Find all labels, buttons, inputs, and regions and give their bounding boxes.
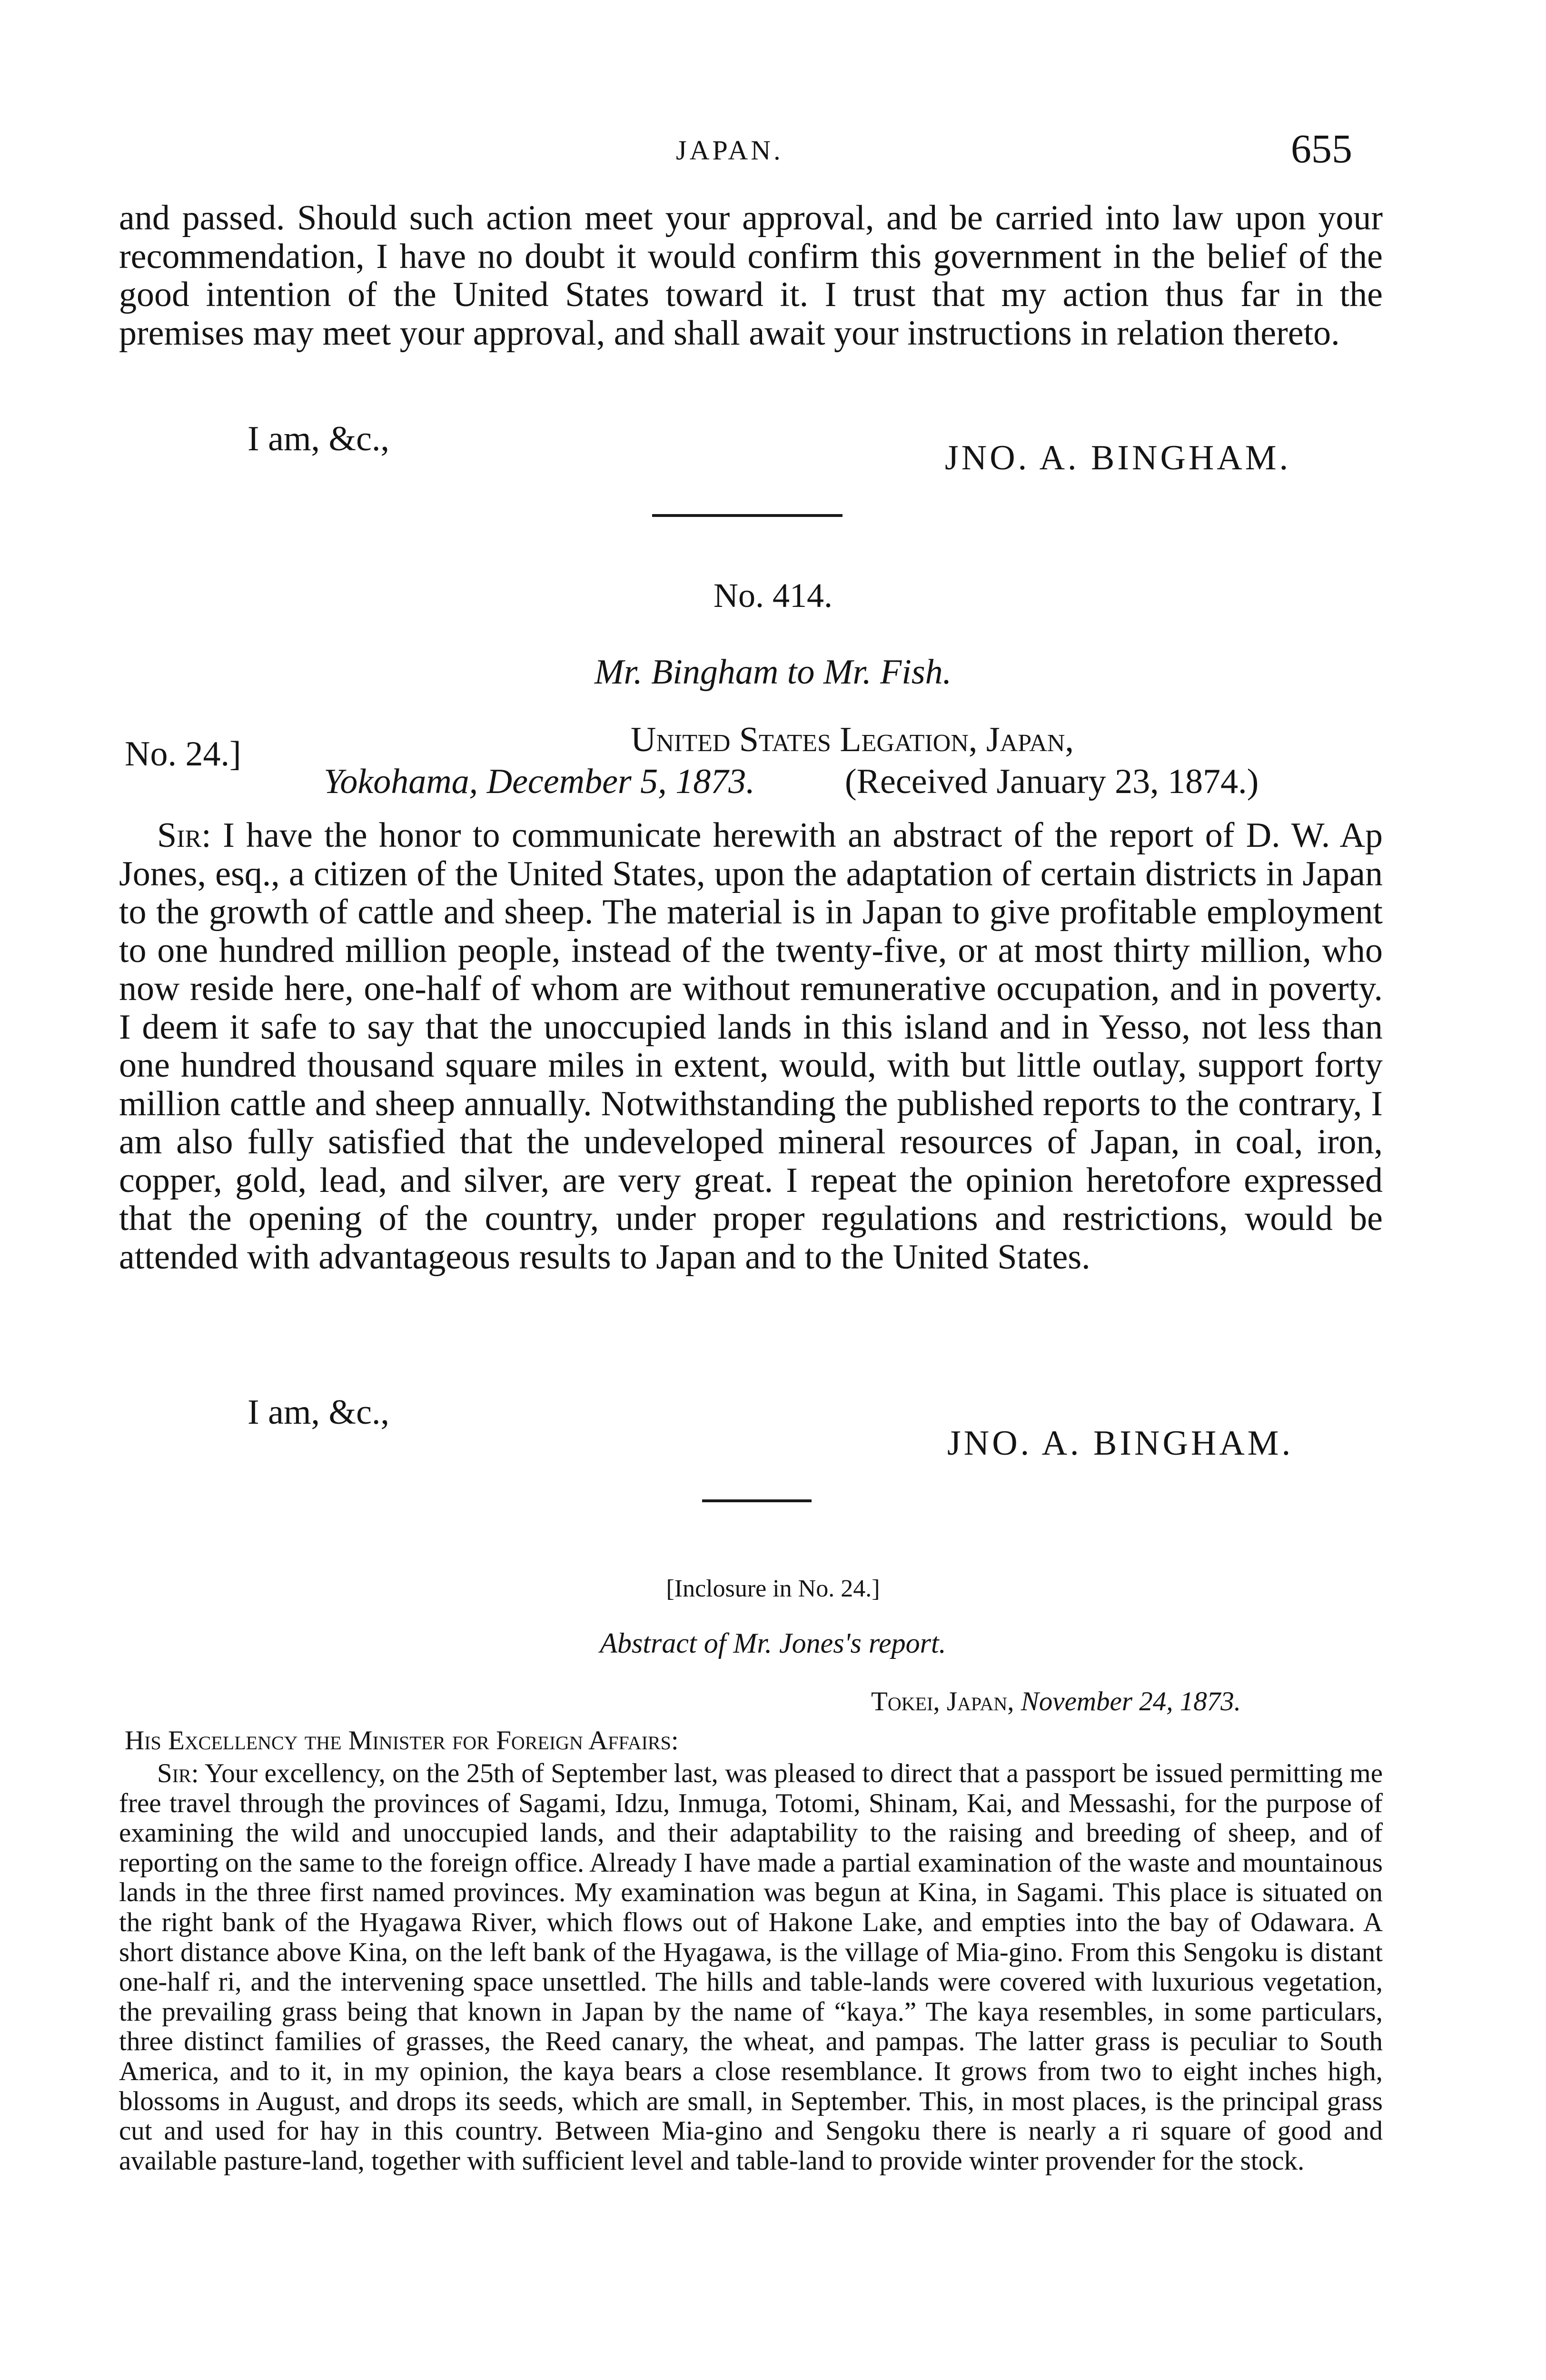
legation-heading: United States Legation, Japan, (631, 720, 1074, 759)
letter-body (119, 816, 1383, 1276)
letter-number: No. 414. (714, 576, 832, 615)
inclosure-body-text: Your excellency, on the 25th of September last, was pleased to direct that a passport be issued permitting me free travel through the provinces of Sagami, Idzu, Inmuga, Totomi, Shinam, Kai, and Messashi, for the purpose of examining the wild and unoccupied lands, and their adaptability to the raising and breeding of sheep, and of reporting on the same to the foreign office. Already I have made a partial examination of the waste and mountainous lands in the three first named provinces. My examination was begun at Kina, in Sagami. This place is situated on the right bank of the Hyagawa River, which flows out of Hakone Lake, and empties into the bay of Odawara. A short distance above Kina, on the left bank of the Hyagawa, is the village of Mia-gino. From this Sengoku is distant one-half ri, and the intervening space unsettled. The hills and table-lands were covered with luxurious vegetation, the prevailing grass being that known in Japan by the name of “kaya.” The kaya resembles, in some particulars, three distinct families of grasses, the Reed canary, the wheat, and pampas. The latter grass is peculiar to South America, and to it, in my opinion, the kaya bears a close resemblance. It grows from two to eight inches high, blossoms in August, and drops its seeds, which are small, in September. This, in most places, is the principal grass cut and used for hay in this country. Between Mia-gino and Sengoku there is nearly a ri square of good and available pasture-land, together with sufficient level and table-land to provide winter provender for the stock. (119, 1758, 1383, 2176)
running-title: JAPAN. (676, 135, 783, 166)
page-number: 655 (1291, 126, 1352, 171)
inclosure-label: [Inclosure in No. 24.] (666, 1575, 880, 1602)
section-divider (652, 514, 842, 517)
inclosure-addressee: His Excellency the Minister for Foreign Affairs: (125, 1726, 679, 1755)
inclosure-date: November 24, 1873. (1021, 1686, 1241, 1716)
letter-body-text: I have the honor to communicate herewith an abstract of the report of D. W. Ap Jones, esq., a citizen of the United States, upon the adaptation of certain districts in Japan to the growth of cattle and sheep. The material is in Japan to give profitable employment to one hundred million people, instead of the twenty-five, or at most thirty million, who now reside here, one-half of whom are without remunerative occupation, and in poverty. I deem it safe to say that the unoccupied lands in this island and in Yesso, not less than one hundred thousand square miles in extent, would, with but little outlay, support forty million cattle and sheep annually. Notwithstanding the published reports to the contrary, I am also fully satisfied that the undeveloped mineral resources of Japan, in coal, iron, copper, gold, lead, and silver, are very great. I repeat the opinion heretofore expressed that the opening of the country, under proper regulations and restrictions, would be attended with advantageous results to Japan and to the United States. (119, 816, 1383, 1277)
continuation-closing: I am, &c., (248, 419, 389, 458)
running-head (0, 125, 1546, 177)
letter-closing: I am, &c., (248, 1393, 389, 1432)
section-divider (702, 1499, 812, 1502)
inclosure-title: Abstract of Mr. Jones's report. (600, 1627, 946, 1659)
letter-salutation: Sir: (157, 816, 211, 855)
inclosure-place: Tokei, Japan, (871, 1686, 1014, 1716)
letter-title: Mr. Bingham to Mr. Fish. (594, 653, 952, 692)
letter-signature: JNO. A. BINGHAM. (947, 1424, 1294, 1463)
inclosure-salutation: Sir: (157, 1758, 199, 1788)
continuation-signature: JNO. A. BINGHAM. (945, 438, 1291, 477)
inclosure-body (119, 1759, 1383, 2176)
received-date: (Received January 23, 1874.) (845, 762, 1259, 801)
despatch-number: No. 24.] (125, 734, 241, 774)
continuation-paragraph: and passed. Should such action meet your approval, and be carried into law upon your recommendation, I have no doubt it would confirm this government in the belief of the good intention of the United States toward it. I trust that my action thus far in the premises may meet your approval, and shall await your instructions in relation thereto. (119, 198, 1383, 353)
inclosure-place-date (871, 1686, 1241, 1717)
letter-place-date: Yokohama, December 5, 1873. (324, 762, 755, 801)
